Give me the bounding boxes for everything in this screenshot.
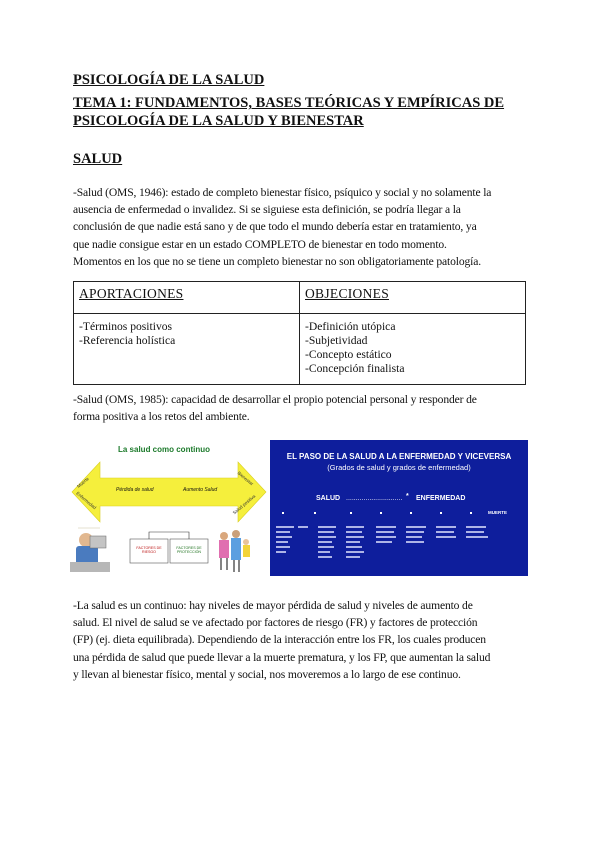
paragraph-oms-1946 <box>73 184 528 270</box>
paragraph-line: -Salud (OMS, 1946): estado de completo bienestar físico, psíquico y social y no solamente la <box>73 186 492 199</box>
slide-grid-graphic <box>270 440 528 576</box>
health-continuum-figure <box>70 440 267 576</box>
topic-title-line-1: TEMA 1: FUNDAMENTOS, BASES TEÓRICAS Y EMPÍRICAS DE <box>73 95 505 111</box>
health-illness-slide <box>270 440 528 576</box>
arrow-left-bottom-label: Enfermedad <box>75 490 98 511</box>
slide-title: EL PASO DE LA SALUD A LA ENFERMEDAD Y VICEVERSA <box>286 452 512 461</box>
table-header-aportaciones: APORTACIONES <box>74 282 300 314</box>
table-header-objeciones: OBJECIONES <box>300 282 526 314</box>
paragraph-line: -La salud es un continuo: hay niveles de mayor pérdida de salud y niveles de aumento de <box>73 599 473 612</box>
list-item: -Concepto estático <box>305 348 392 361</box>
list-item: -Subjetividad <box>305 334 368 347</box>
protection-factors-box: FACTORES DE PROTECCIÓN <box>176 546 202 554</box>
list-item: -Referencia holística <box>79 334 176 347</box>
scale-dots: ............................. <box>346 495 403 502</box>
paragraph-line: y llevan al bienestar físico, mental y social, nos moveremos a lo largo de ese continuo. <box>73 667 461 681</box>
paragraph-line: -Salud (OMS, 1985): capacidad de desarrollar el propio potencial personal y responder de <box>73 393 477 406</box>
paragraph-oms-1985 <box>73 391 528 425</box>
table-cell-aportaciones <box>74 314 300 385</box>
arrow-left-label: Pérdida de salud <box>116 487 154 493</box>
arrow-left-tip-label: Muerte <box>76 476 90 489</box>
paragraph-line: conclusión de que nadie está sano y de que todo el mundo debería estar en tratamiento, ya <box>73 220 477 234</box>
document-title: PSICOLOGÍA DE LA SALUD <box>73 72 265 88</box>
paragraph-line: Momentos en los que no se tiene un completo bienestar no son obligatoriamente patología. <box>73 254 481 268</box>
paragraph-continuum <box>73 597 528 683</box>
figure-title: La salud como continuo <box>118 445 211 454</box>
list-item: -Definición utópica <box>305 320 396 333</box>
section-title-salud: SALUD <box>73 151 123 167</box>
risk-factors-box: FACTORES DE RIESGO <box>136 546 162 554</box>
paragraph-line: una pérdida de salud que puede llevar a la muerte prematura, y los FP, que aumentan la salud <box>73 650 491 664</box>
paragraph-line: ausencia de enfermedad o invalidez. Si se siguiese esta definición, se podría llegar a la <box>73 203 461 217</box>
list-item: -Concepción finalista <box>305 362 405 375</box>
paragraph-line: (FP) (ej. dieta equilibrada). Dependiendo de la interacción entre los FR, los cuales producen <box>73 633 486 647</box>
scale-star: * <box>406 493 409 500</box>
arrow-right-tip-label: Bienestar <box>236 470 255 487</box>
slide-subtitle: (Grados de salud y grados de enfermedad) <box>327 463 471 472</box>
arrow-right-label: Aumento Salud <box>183 487 218 493</box>
paragraph-line: que nadie consigue estar en un estado COMPLETO de bienestar en todo momento. <box>73 237 447 251</box>
scale-end-label: MUERTE <box>488 510 507 515</box>
arrow-right-bottom-label: Salud positiva <box>231 493 257 516</box>
table-cell-objeciones <box>300 314 526 385</box>
scale-right-label: ENFERMEDAD <box>416 495 466 502</box>
paragraph-line: forma positiva a los retos del ambiente. <box>73 410 250 424</box>
paragraph-line: salud. El nivel de salud se ve afectado por factores de riesgo (FR) y factores de protección <box>73 616 478 630</box>
scale-left-label: SALUD <box>316 495 341 502</box>
contributions-objections-table <box>73 281 526 385</box>
list-item: -Términos positivos <box>79 320 173 333</box>
topic-title-line-2: PSICOLOGÍA DE LA SALUD Y BIENESTAR <box>73 113 364 129</box>
